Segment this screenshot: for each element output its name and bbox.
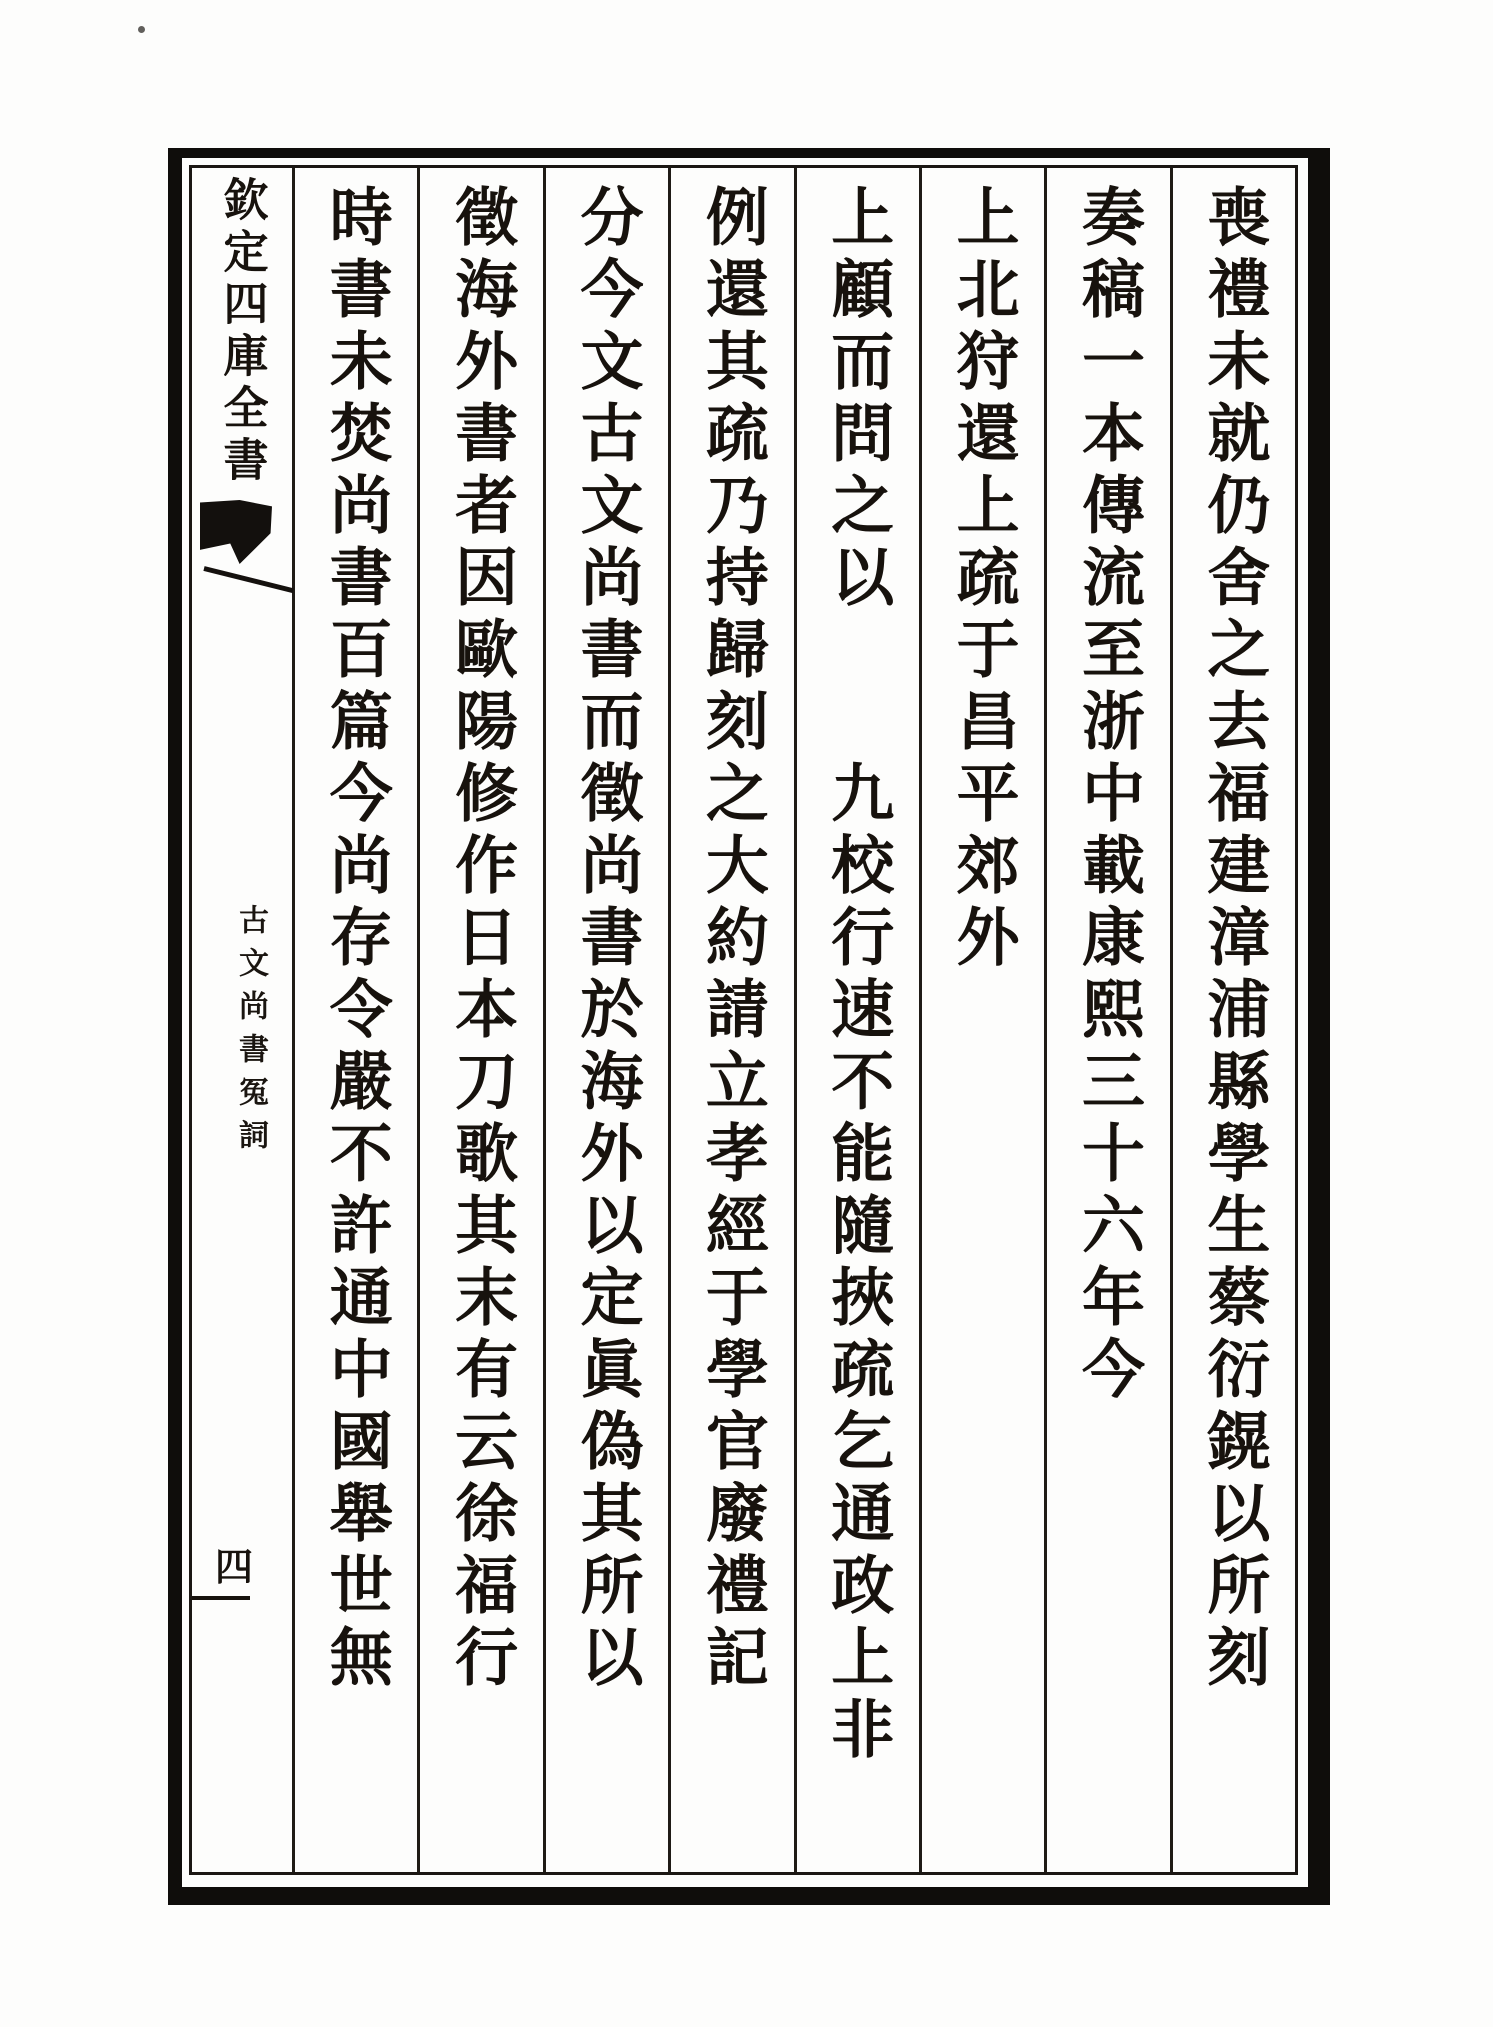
- column-text: 分今文古文尚書而徵尚書於海外以定眞偽其所以: [570, 184, 645, 1696]
- text-column-5: [668, 168, 793, 1872]
- scan-speck: [138, 26, 145, 33]
- column-text: 徵海外書者因歐陽修作日本刀歌其末有云徐福行: [445, 184, 520, 1696]
- column-text: 喪禮未就仍舍之去福建漳浦縣學生蔡衍鎤以所刻: [1197, 184, 1272, 1696]
- print-frame: [168, 148, 1330, 1905]
- text-column-8: [292, 168, 417, 1872]
- text-column-7: [417, 168, 542, 1872]
- folio-number: 四: [214, 1544, 254, 1589]
- column-text: 例還其疏乃持歸刻之大約請立孝經于學官廢禮記: [695, 184, 770, 1696]
- text-column-4: [794, 168, 919, 1872]
- text-column-3: [919, 168, 1044, 1872]
- text-column-1: [1170, 168, 1295, 1872]
- column-text: 時書未焚尚書百篇今尚存令嚴不許通中國舉世無: [319, 184, 394, 1696]
- folio-rule-divider: [192, 1596, 250, 1600]
- series-title: 欽定四庫全書: [215, 176, 269, 488]
- fishtail-ornament-icon: [200, 500, 272, 564]
- column-text: 上北狩還上疏于昌平郊外: [946, 184, 1021, 976]
- text-column-6: [543, 168, 668, 1872]
- column-text: 奏稿一本傳流至浙中載康熙三十六年今: [1071, 184, 1146, 1408]
- volume-title: 古文尚書冤詞: [233, 904, 268, 1162]
- fishtail-ornament-stroke: [203, 566, 293, 593]
- spine-margin-strip: [192, 168, 292, 1872]
- text-column-2: [1044, 168, 1169, 1872]
- text-block-frame: [189, 165, 1298, 1875]
- column-text: 上顧而問之以 九校行速不能隨挾疏乞通政上非: [821, 184, 896, 1768]
